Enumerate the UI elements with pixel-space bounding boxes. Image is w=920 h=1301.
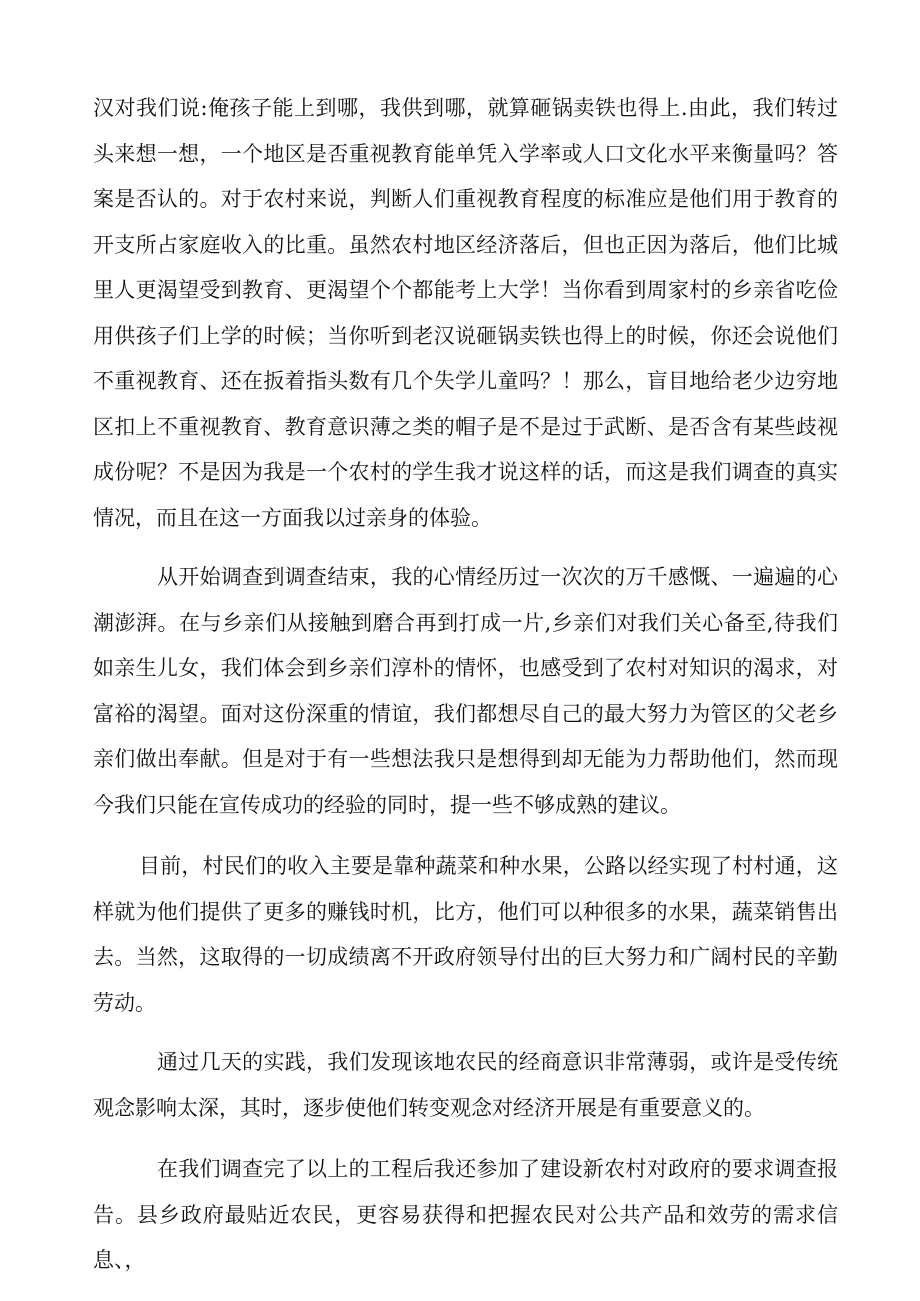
paragraph-4: 通过几天的实践，我们发现该地农民的经商意识非常薄弱，或许是受传统观念影响太深，其时，逐步使他们转变观念对经济开展是有重要意义的。 bbox=[93, 1050, 838, 1120]
document-body bbox=[93, 86, 838, 1284]
paragraph-5: 在我们调查完了以上的工程后我还参加了建设新农村对政府的要求调查报告。县乡政府最贴近农民，更容易获得和把握农民对公共产品和效劳的需求信息、， bbox=[93, 1157, 838, 1272]
paragraph-3: 目前，村民们的收入主要是靠种蔬菜和种水果，公路以经实现了村村通，这样就为他们提供了更多的赚钱时机，比方，他们可以种很多的水果，蔬菜销售出去。当然，这取得的一切成绩离不开政府领导付出的巨大努力和广阔村民的辛勤劳动。 bbox=[93, 854, 838, 1015]
paragraph-2: 从开始调查到调查结束，我的心情经历过一次次的万千感慨、一遍遍的心潮澎湃。在与乡亲们从接触到磨合再到打成一片,乡亲们对我们关心备至,待我们如亲生儿女，我们体会到乡亲们淳朴的情怀，也感受到了农村对知识的渴求，对富裕的渴望。面对这份深重的情谊，我们都想尽自己的最大努力为管区的父老乡亲们做出奉献。但是对于有一些想法我只是想得到却无能为力帮助他们，然而现今我们只能在宣传成功的经验的同时，提一些不够成熟的建议。 bbox=[93, 565, 838, 817]
paragraph-1: 汉对我们说:俺孩子能上到哪，我供到哪，就算砸锅卖铁也得上.由此，我们转过头来想一想，一个地区是否重视教育能单凭入学率或人口文化水平来衡量吗？答案是否认的。对于农村来说，判断人们重视教育程度的标准应是他们用于教育的开支所占家庭收入的比重。虽然农村地区经济落后，但也正因为落后，他们比城里人更渴望受到教育、更渴望个个都能考上大学！当你看到周家村的乡亲省吃俭用供孩子们上学的时候；当你听到老汉说砸锅卖铁也得上的时候，你还会说他们不重视教育、还在扳着指头数有几个失学儿童吗？！那么，盲目地给老少边穷地区扣上不重视教育、教育意识薄之类的帽子是不是过于武断、是否含有某些歧视成份呢？不是因为我是一个农村的学生我才说这样的话，而这是我们调查的真实情况，而且在这一方面我以过亲身的体验。 bbox=[93, 96, 838, 530]
